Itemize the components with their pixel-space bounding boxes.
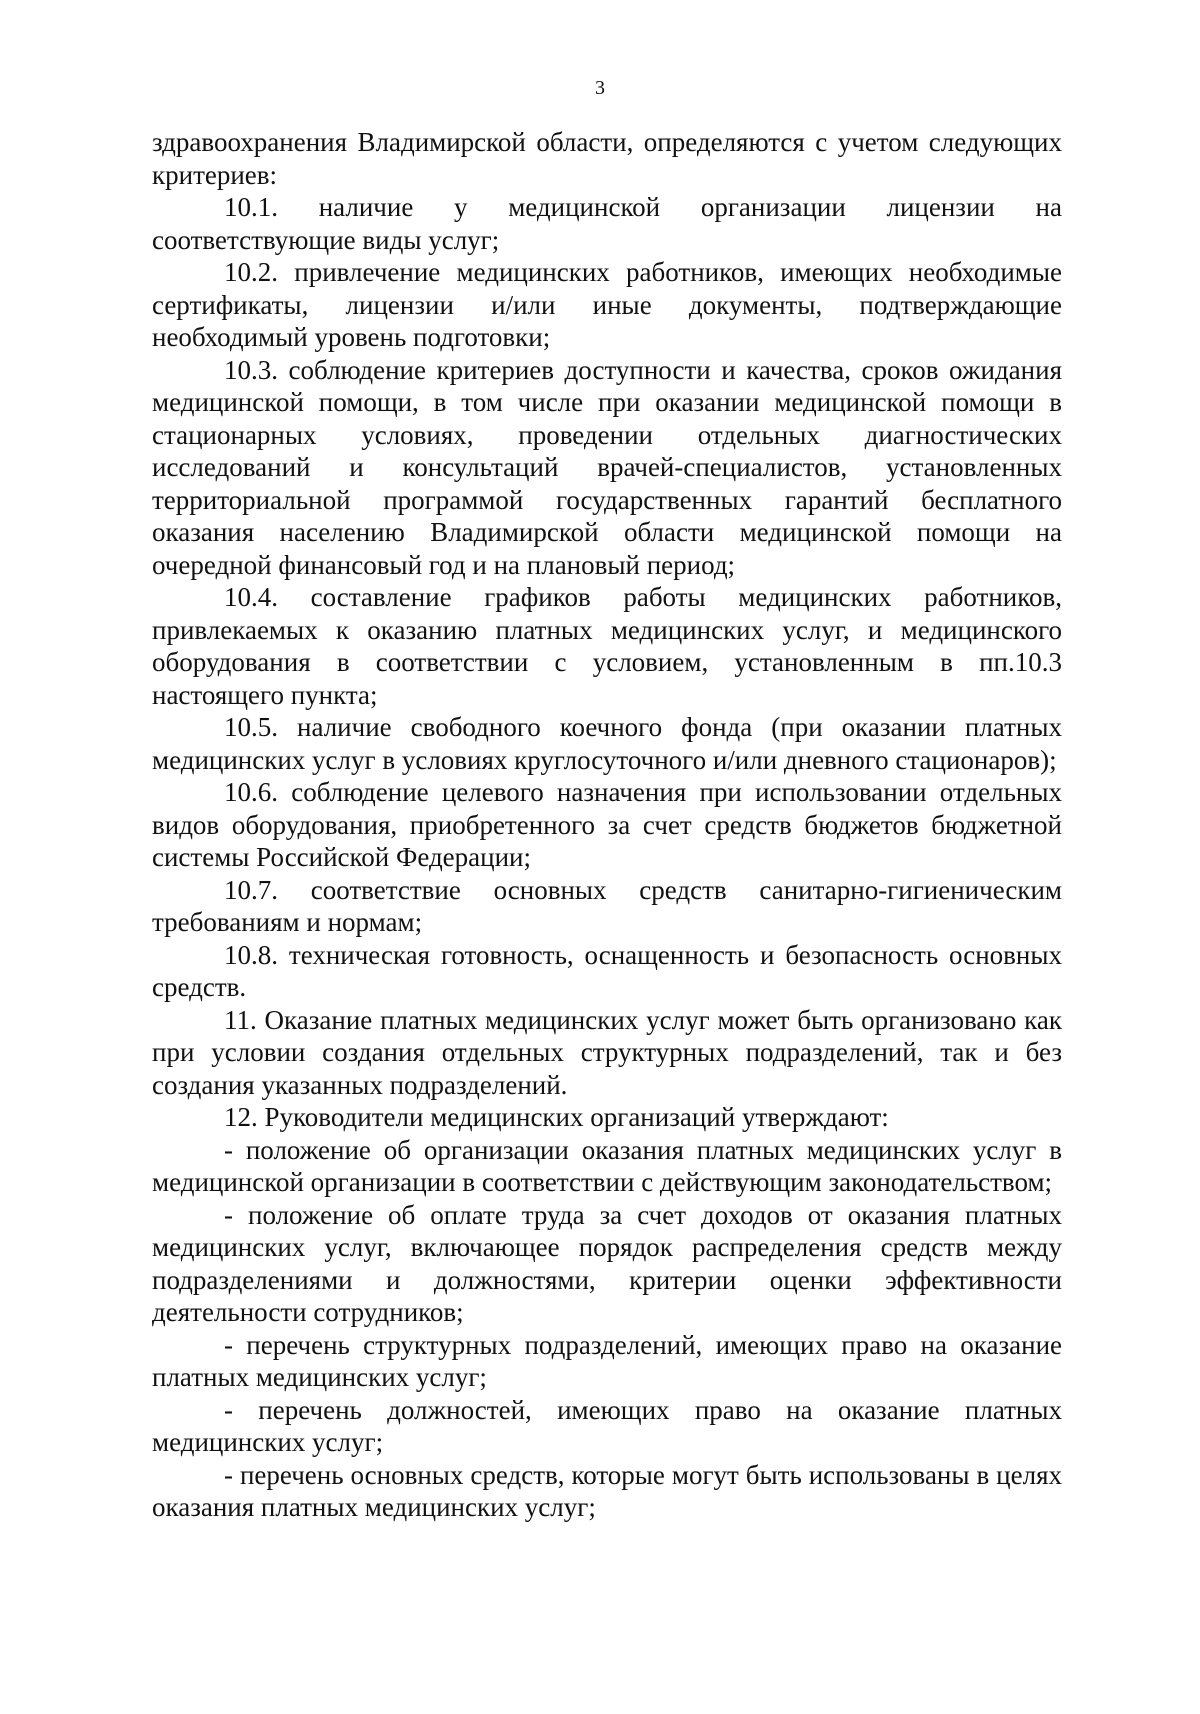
document-body — [152, 126, 1062, 1524]
paragraph-10-3: 10.3. соблюдение критериев доступности и качества, сроков ожидания медицинской помощи, в том числе при оказании медицинской помощи в стационарных условиях, проведении отдельных диагностических исследований и консультаций врачей-специалистов, установленных территориальной программой государственных гарантий бесплатного оказания населению Владимирской области медицинской помощи на очередной финансовый год и на плановый период; — [152, 354, 1062, 580]
paragraph-10-5: 10.5. наличие свободного коечного фонда (при оказании платных медицинских услуг в условиях круглосуточного и/или дневного стационаров); — [152, 712, 1062, 775]
list-item-positions: - перечень должностей, имеющих право на оказание платных медицинских услуг; — [152, 1394, 1062, 1457]
list-item-pay-policy: - положение об оплате труда за счет доходов от оказания платных медицинских услуг, включающее порядок распределения средств между подразделениями и должностями, критерии оценки эффективности деятельности сотрудников; — [152, 1199, 1062, 1327]
paragraph-10-2: 10.2. привлечение медицинских работников, имеющих необходимые сертификаты, лицензии и/или иные документы, подтверждающие необходимый уровень подготовки; — [152, 257, 1062, 352]
page-number: 3 — [595, 77, 605, 99]
list-item-fixed-assets: - перечень основных средств, которые могут быть использованы в целях оказания платных медицинских услуг; — [152, 1459, 1062, 1522]
paragraph-10-6: 10.6. соблюдение целевого назначения при использовании отдельных видов оборудования, приобретенного за счет средств бюджетов бюджетной системы Российской Федерации; — [152, 777, 1062, 872]
paragraph-10-4: 10.4. составление графиков работы медицинских работников, привлекаемых к оказанию платных медицинских услуг, и медицинского оборудования в соответствии с условием, установленным в пп.10.3 настоящего пункта; — [152, 582, 1062, 710]
list-item-organization-policy: - положение об организации оказания платных медицинских услуг в медицинской организации в соответствии с действующим законодательством; — [152, 1134, 1062, 1197]
paragraph-10-7: 10.7. соответствие основных средств санитарно-гигиеническим требованиям и нормам; — [152, 874, 1062, 937]
paragraph-12: 12. Руководители медицинских организаций утверждают: — [224, 1102, 889, 1132]
paragraph-10-1: 10.1. наличие у медицинской организации лицензии на соответствующие виды услуг; — [152, 192, 1062, 255]
paragraph-criteria-intro: здравоохранения Владимирской области, определяются с учетом следующих критериев: — [152, 127, 1062, 190]
paragraph-11: 11. Оказание платных медицинских услуг может быть организовано как при условии создания отдельных структурных подразделений, так и без создания указанных подразделений. — [152, 1004, 1062, 1100]
paragraph-10-8: 10.8. техническая готовность, оснащенность и безопасность основных средств. — [152, 939, 1062, 1002]
list-item-departments: - перечень структурных подразделений, имеющих право на оказание платных медицинских услуг; — [152, 1329, 1062, 1392]
